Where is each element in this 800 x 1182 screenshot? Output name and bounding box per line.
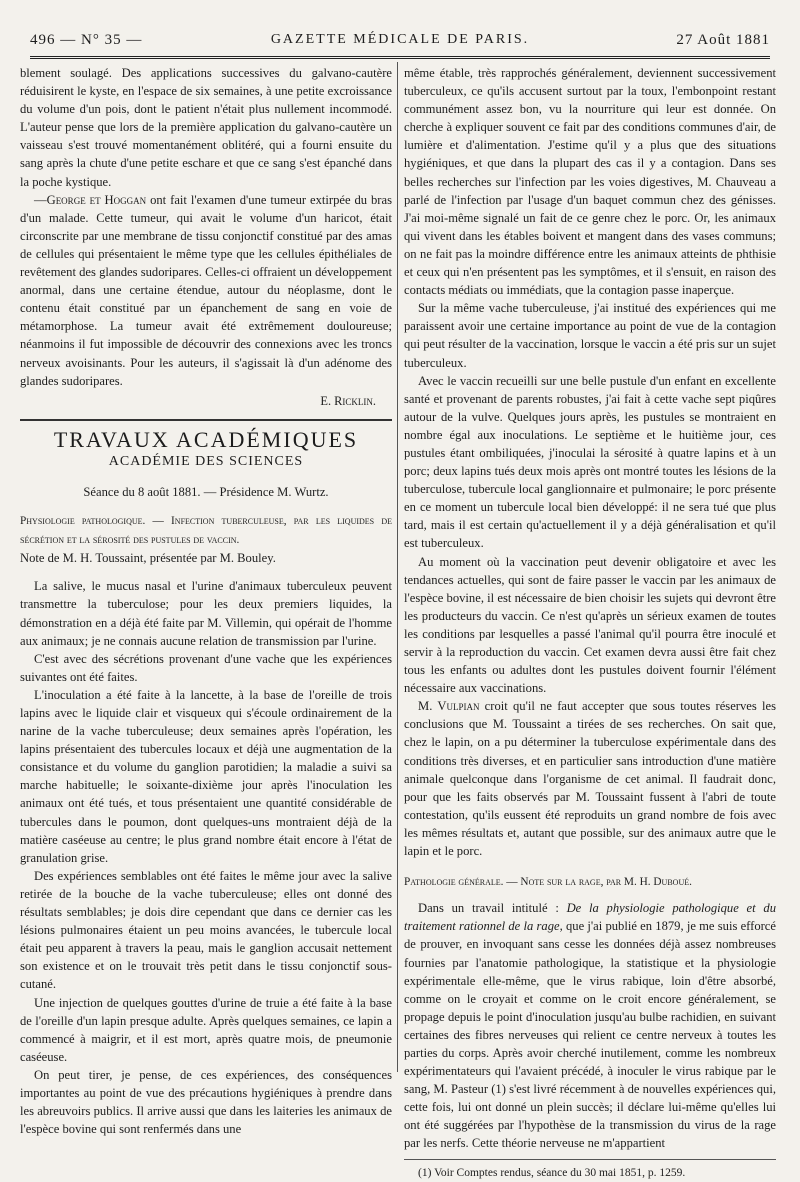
- author-name: M. Vulpian: [418, 699, 480, 714]
- journal-title: GAZETTE MÉDICALE DE PARIS.: [270, 32, 530, 47]
- paragraph-text: ont fait l'examen d'une tumeur extirpée du bras d'un malade. Cette tumeur, qui avait le volume d'un haricot, était circonscrite par une membrane de tissu conjonctif constitué par des amas de cellules qui présentaient le même type que les cellules épithéliales de revêtement des glandes sudoripares. Celles-ci offraient un développement anormal, dans une certaine étendue, autour du néoplasme, dont le contenu était constitué par un épanchement de sang en voie de métamorphose. La tumeur avait été extrêmement douloureuse; néanmoins il fut impossible de découvrir des connexions avec les troncs nerveux avoisinants. Pour les auteurs, il s'agissait là d'un adénome des glandes sudoripares.: [20, 192, 392, 388]
- issue-number: — N° 35 —: [60, 32, 143, 48]
- paragraph: Sur la même vache tuberculeuse, j'ai institué des expériences qui me paraissent avoir une certaine importance au point de vue de la contagion qui peut résulter de la vaccination, lorsque le vaccin a été pris sur un sujet tuberculeux.: [404, 301, 776, 370]
- column-divider: [397, 62, 398, 1072]
- signature: E. Ricklin.: [320, 393, 376, 408]
- paragraph: [404, 697, 776, 860]
- article-byline: Note de M. H. Toussaint, présentée par M. Bouley.: [20, 551, 276, 566]
- right-column: [404, 64, 776, 1182]
- article-heading-text: Physiologie pathologique. — Infection tuberculeuse, par les liquides de sécrétion et la sérosité des pustules de vaccin.: [20, 515, 392, 547]
- footnote-rule: [404, 1159, 776, 1160]
- paragraph: C'est avec des sécrétions provenant d'une vache que les expériences suivantes ont été faites.: [20, 651, 392, 684]
- left-column: [20, 64, 392, 1138]
- article-heading-text: Pathologie générale. — Note sur la rage, par M. H. Duboué.: [404, 876, 692, 889]
- paragraph: [404, 899, 776, 1152]
- paragraph-text: Dans un travail intitulé :: [418, 901, 567, 916]
- section-subtitle: ACADÉMIE DES SCIENCES: [108, 453, 304, 469]
- page-header: [30, 30, 770, 54]
- issue-date: 27 Août 1881: [676, 32, 770, 48]
- paragraph-text: que j'ai publié en 1879, je me suis efforcé de prouver, en invoquant sans cesse les données déjà assez nombreuses fournies par l'anatomie pathologique, la statistique et la physiologie expérimentale elle-même, que le virus rabique, loin d'être absorbé, comme on le croyait et comme on le croit encore généralement, se propage depuis le point d'inoculation jusqu'au bulbe rachidien, en suivant certaines des fibres nerveuses qui relient ce centre nerveux à toutes les parties du corps. Après avoir cherché inutilement, comme les nombreux expérimentateurs qui l'avaient précédé, à inoculer le virus rabique par le sang, M. Pasteur (1) s'est livré récemment à de nouvelles expériences qui, cette fois, lui ont donné un plein succès; il déclare lui-même qu'elles lui ont été suggérées par l'hypothèse de la transmission du virus de la rage par les nerfs. Cette théorie nerveuse ne m'appartient: [404, 919, 776, 1151]
- work-title: De la physiologie pathologique et du traitement rationnel de la rage,: [404, 901, 776, 934]
- paragraph: blement soulagé. Des applications successives du galvano-cautère réduisirent le kyste, en l'espace de six semaines, à une petite excroissance du volume d'un pois, dont le patient n'était plus nullement incommodé. L'auteur pense que lors de la première application du galvano-cautère un vaisseau s'est trouvé momentanément oblitéré, qui a fourni ensuite du sang après la chute d'une petite eschare et que ce sang s'est épanché dans la poche kystique.: [20, 66, 392, 189]
- paragraph: L'inoculation a été faite à la lancette, à la base de l'oreille de trois lapins avec le liquide clair et visqueux qui s'écoule ordinairement de la narine de la vache tuberculeuse; deux semaines après l'opération, les lapins présentaient des tubercules locaux et déjà une augmentation de la consistance et du volume du ganglion parotidien; la maladie a suivi sa marche habituelle; le soixante-dixième jour après l'inoculation les animaux ont été tués, et tous présentaient une quantité considérable de tubercules dans le poumon, dont quelques-uns montraient déjà de la matière caséeuse au centre; le plus grand nombre était encore à l'état de granulation grise.: [20, 687, 392, 865]
- paragraph: La salive, le mucus nasal et l'urine d'animaux tuberculeux peuvent transmettre la tuberculose; pour les deux premiers liquides, la démonstration en a déjà été faite par M. Villemin, qui opérait de l'homme aux animaux; je ne connais aucune relation de transmission par l'urine.: [20, 579, 392, 648]
- author-names: —George et Hoggan: [34, 192, 147, 207]
- paragraph: Une injection de quelques gouttes d'urine de truie a été faite à la base de l'oreille d'un lapin presque adulte. Après quelques semaines, ce lapin a commencé à maigrir, et il est mort, après quatre mois, de pneumonie caséeuse.: [20, 995, 392, 1064]
- article-heading: [404, 872, 776, 891]
- section-rule: [20, 419, 392, 421]
- seance-line: Séance du 8 août 1881. — Présidence M. Wurtz.: [83, 484, 329, 499]
- paragraph: [20, 191, 392, 390]
- paragraph: On peut tirer, je pense, de ces expériences, des conséquences importantes au point de vue des précautions hygiéniques à prendre dans les abreuvoirs publics. Il arrive aussi que dans les laiteries les animaux de l'espèce bovine qui sont renfermés dans une: [20, 1067, 392, 1137]
- paragraph: Avec le vaccin recueilli sur une belle pustule d'un enfant en excellente santé et provenant de parents robustes, j'ai fait à cette vache sept piqûres autour de la vulve. Quelques jours après, les pustules se montraient en nombre égal aux inoculations. Le septième et le huitième jour, ces pustules étant ombiliquées, j'inoculai la sérosité à quatre lapins et à un porc; deux lapins tués deux mois après ont montré toutes les lésions de la tuberculose, tubercule local ganglionnaire et pulmonaire; le porc présente en ce moment un tubercule local bien développé: il ne sera tué que plus tard, mais il est certain qu'actuellement il y a déjà généralisation et qu'il est tuberculeux.: [404, 373, 776, 551]
- paragraph: Au moment où la vaccination peut devenir obligatoire et avec les tendances actuelles, qui sont de faire passer le vaccin par les animaux de l'espèce bovine, il est nécessaire de bien choisir les sujets qui devront être les producteurs du vaccin. Ce n'est qu'après un sérieux examen de toutes les conditions par lesquelles a passé l'animal qu'il pourra être inoculé et servir à la reproduction du vaccin. Cet examen devra aussi être fait chez tous les enfants ou adultes dont les pustules doivent fournir l'élément nécessaire aux vaccinations.: [404, 554, 776, 696]
- paragraph-text: croit qu'il ne faut accepter que sous toutes réserves les conclusions que M. Toussaint a tirées de ses recherches. On sait que, chez le lapin, on a pu déterminer la tuberculose expérimentale dans des conditions très diverses, et en particulier sans introduction d'une matière animale quelconque dans l'organisme de cet animal. Il faudrait donc, pour que les faits observés par M. Toussaint fussent à l'abri de toute contestation, qu'ils eussent été reproduits un grand nombre de fois avec les mêmes résultats et, autant que possible, sur des animaux autre que le lapin et le porc.: [404, 699, 776, 859]
- paragraph: même étable, très rapprochés généralement, deviennent successivement tuberculeux, ce qu'ils accusent surtout par la toux, l'embonpoint restant communément assez bon, vu la nourriture qui leur est donnée. On cherche à expliquer souvent ce fait par des conditions communes d'air, de lumière et d'alimentation. J'estime qu'il y a plus que des situations hygiéniques, et que dans la plupart des cas il y a contagion. Dans ses belles recherches sur l'infection par les voies digestives, M. Chauveau a parlé de l'infection par l'usage d'un baquet commun chez des génisses. J'ai moi-même signalé un fait de ce genre chez le porc. Or, les animaux qui vivent dans les étables boivent et mangent dans des vases communs; on ne fait pas la moindre différence entre les animaux atteints de phthisie et ceux qui n'en présentent pas les symptômes, et il s'ensuit, en raison des contacts médiats ou immédiats, que la contagion passe inaperçue.: [404, 66, 776, 298]
- header-rule: [30, 56, 770, 59]
- paragraph: Des expériences semblables ont été faites le même jour avec la salive retirée de la bouche de la vache tuberculeuse; elles ont donné des résultats semblables; je dois dire cependant que dans ce dernier cas les lésions pulmonaires étaient un peu moins avancées, le tubercule local était peu apparent à travers la peau, mais le ganglion accusait nettement son existence et on le trouvait très petit dans le tissu conjonctif sous-cutané.: [20, 868, 392, 992]
- footnote: (1) Voir Comptes rendus, séance du 30 mai 1851, p. 1259.: [418, 1166, 686, 1179]
- page-number: 496: [30, 32, 56, 48]
- article-heading: [20, 511, 392, 549]
- section-title: TRAVAUX ACADÉMIQUES: [53, 426, 359, 452]
